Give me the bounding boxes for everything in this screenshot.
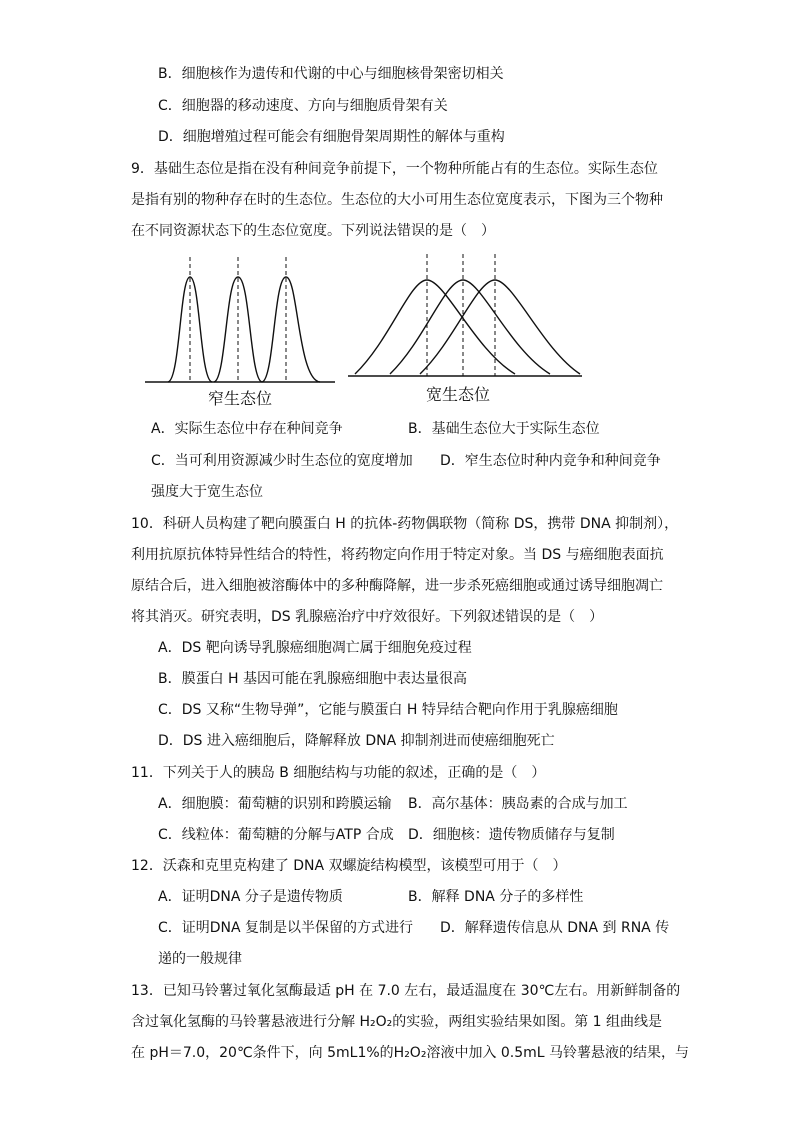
q12-option-c: C．证明DNA 复制是以半保留的方式进行: [158, 920, 414, 936]
q10-option-c: C．DS 又称“生物导弹”，它能与膜蛋白 H 特异结合靶向作用于乳腺癌细胞: [158, 702, 618, 718]
q11-stem: 11．下列关于人的胰岛 B 细胞结构与功能的叙述，正确的是（ ）: [131, 765, 546, 781]
narrow-niche-caption: 窄生态位: [208, 389, 273, 408]
q9-option-d-cont: 强度大于宽生态位: [151, 484, 263, 500]
q9-option-c: C．当可利用资源减少时生态位的宽度增加: [151, 453, 413, 469]
q12-stem: 12．沃森和克里克构建了 DNA 双螺旋结构模型，该模型可用于（ ）: [131, 858, 567, 874]
q12-option-b: B．解释 DNA 分子的多样性: [408, 889, 584, 905]
q8-option-d: D．细胞增殖过程可能会有细胞骨架周期性的解体与重构: [158, 129, 505, 145]
q10-stem-line-1: 10．科研人员构建了靶向膜蛋白 H 的抗体-药物偶联物（简称 DS，携带 DNA 抑制剂），: [131, 516, 679, 532]
q10-stem-line-4: 将其消灭。研究表明，DS 乳腺癌治疗中疗效很好。下列叙述错误的是（ ）: [131, 609, 604, 625]
q11-option-b: B．高尔基体：胰岛素的合成与加工: [408, 796, 628, 812]
q13-stem-line-3: 在 pH＝7.0，20℃条件下，向 5mL1%的H₂O₂溶液中加入 0.5mL 马铃薯悬液的结果，与: [131, 1045, 690, 1061]
narrow-niche-figure: [140, 252, 340, 392]
q10-option-a: A．DS 靶向诱导乳腺癌细胞凋亡属于细胞免疫过程: [158, 640, 472, 656]
narrow-curve-3: [262, 277, 320, 382]
q10-stem-line-2: 利用抗原抗体特异性结合的特性，将药物定向作用于特定对象。当 DS 与癌细胞表面抗: [131, 547, 664, 563]
q11-option-a: A．细胞膜：葡萄糖的识别和跨膜运输: [158, 796, 392, 812]
q11-option-c: C．线粒体：葡萄糖的分解与ATP 合成: [158, 827, 394, 843]
q9-stem-line-2: 是指有别的物种存在时的生态位。生态位的大小可用生态位宽度表示，下图为三个物种: [131, 192, 663, 208]
q13-stem-line-2: 含过氧化氢酶的马铃薯悬液进行分解 H₂O₂的实验，两组实验结果如图。第 1 组曲线是: [131, 1014, 663, 1030]
q9-stem-line-1: 9．基础生态位是指在没有种间竞争前提下，一个物种所能占有的生态位。实际生态位: [131, 161, 658, 177]
wide-curve-1: [355, 280, 515, 374]
q9-option-d: D．窄生态位时种内竞争和种间竞争: [440, 453, 661, 469]
q10-option-d: D．DS 进入癌细胞后，降解释放 DNA 抑制剂进而使癌细胞死亡: [158, 733, 555, 749]
q12-option-d-cont: 递的一般规律: [158, 951, 242, 967]
wide-curve-3: [420, 280, 580, 374]
q12-option-d: D．解释遗传信息从 DNA 到 RNA 传: [440, 920, 670, 936]
q11-option-d: D．细胞核：遗传物质储存与复制: [408, 827, 615, 843]
q8-option-c: C．细胞器的移动速度、方向与细胞质骨架有关: [158, 98, 448, 114]
q9-stem-line-3: 在不同资源状态下的生态位宽度。下列说法错误的是（ ）: [131, 223, 495, 239]
wide-niche-caption: 宽生态位: [426, 385, 491, 404]
q10-option-b: B．膜蛋白 H 基因可能在乳腺癌细胞中表达量很高: [158, 671, 468, 687]
q13-stem-line-1: 13．已知马铃薯过氧化氢酶最适 pH 在 7.0 左右，最适温度在 30℃左右。用新鲜制备的: [131, 983, 681, 999]
q12-option-a: A．证明DNA 分子是遗传物质: [158, 889, 343, 905]
q10-stem-line-3: 原结合后，进入细胞被溶酶体中的多种酶降解，进一步杀死癌细胞或通过诱导细胞凋亡: [131, 578, 663, 594]
q9-option-a: A．实际生态位中存在种间竞争: [151, 421, 343, 437]
q9-option-b: B．基础生态位大于实际生态位: [408, 421, 600, 437]
q8-option-b: B．细胞核作为遗传和代谢的中心与细胞核骨架密切相关: [158, 66, 504, 82]
wide-niche-figure: [345, 250, 585, 382]
